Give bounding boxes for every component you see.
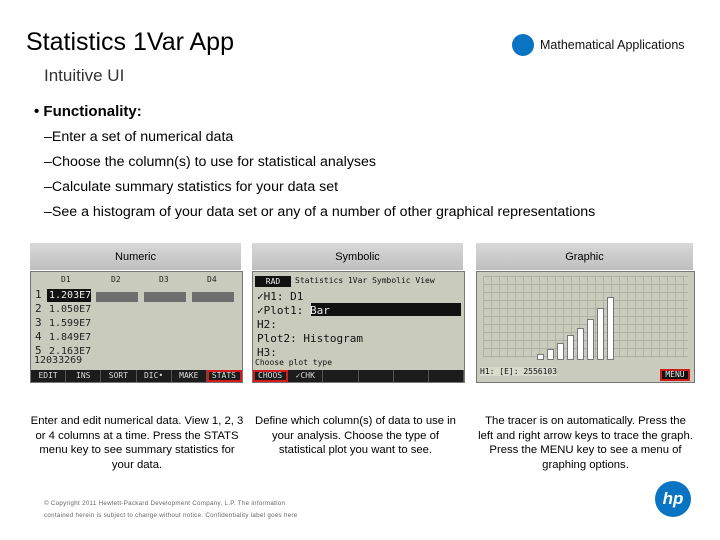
angle-mode-badge: RAD <box>255 276 291 287</box>
menu-ins-button[interactable]: INS <box>66 370 101 382</box>
row-number: 5 <box>35 344 42 357</box>
symbolic-menu-bar <box>253 370 464 382</box>
menu-empty-slot <box>359 370 394 382</box>
menu-stats-button[interactable]: STATS <box>207 370 242 382</box>
data-cell[interactable]: 1.849E7 <box>49 332 92 343</box>
numeric-caption: Enter and edit numerical data. View 1, 2, 3 or 4 columns at a time. Press the STATS menu key to see summary statistics for your data. <box>30 415 244 471</box>
brand-label: Mathematical Applications <box>540 38 685 52</box>
data-cell[interactable]: 1.599E7 <box>49 318 92 329</box>
slide-title: Statistics 1Var App <box>26 28 234 56</box>
graphic-caption: The tracer is on automatically. Press the left and right arrow keys to trace the graph. Press the MENU key to see a menu of graphing options. <box>478 415 693 471</box>
tab-symbolic[interactable]: Symbolic <box>252 243 463 270</box>
tab-numeric[interactable]: Numeric <box>30 243 241 270</box>
menu-empty-slot <box>429 370 464 382</box>
menu-choose-button[interactable]: CHOOS <box>253 370 288 382</box>
histogram-bar <box>547 349 554 360</box>
menu-edit-button[interactable]: EDIT <box>31 370 66 382</box>
view-title: Statistics 1Var Symbolic View <box>295 276 435 285</box>
histogram-bar <box>597 308 604 360</box>
menu-make-button[interactable]: MAKE <box>172 370 207 382</box>
functionality-heading: • Functionality: <box>34 103 142 120</box>
symbolic-line-value: Bar <box>303 304 330 317</box>
column-header: D4 <box>207 275 217 284</box>
functionality-item: –Calculate summary statistics for your data set <box>44 179 339 195</box>
symbolic-caption: Define which column(s) of data to use in your analysis. Choose the type of statistical plot you want to see. <box>255 415 456 456</box>
menu-button[interactable]: MENU <box>660 369 690 381</box>
symbolic-line-text <box>257 304 330 317</box>
symbolic-line[interactable]: H2: <box>257 318 277 331</box>
menu-dic-button[interactable]: DIC• <box>137 370 172 382</box>
edit-line-value: 12033269 <box>34 355 83 366</box>
help-prompt: Choose plot type <box>255 358 333 367</box>
functionality-item: –See a histogram of your data set or any of a number of other graphical representations <box>44 204 596 220</box>
histogram-bar <box>587 319 594 360</box>
data-cell[interactable]: 1.203E7 <box>49 290 92 301</box>
tab-graphic[interactable]: Graphic <box>476 243 693 270</box>
empty-column-marker <box>192 292 234 302</box>
menu-empty-slot <box>323 370 358 382</box>
data-cell[interactable]: 1.050E7 <box>49 304 92 315</box>
menu-empty-slot <box>394 370 429 382</box>
hp-logo-text: hp <box>662 489 684 508</box>
graphic-screen <box>476 271 695 383</box>
hp-logo <box>655 481 691 517</box>
column-header: D1 <box>61 275 71 284</box>
numeric-menu-bar <box>31 370 242 382</box>
row-number: 1 <box>35 288 42 301</box>
functionality-heading-text: Functionality: <box>43 103 142 120</box>
numeric-screen <box>30 271 243 383</box>
column-header: D3 <box>159 275 169 284</box>
symbolic-line[interactable]: Plot2: Histogram <box>257 332 363 345</box>
symbolic-line-selected[interactable] <box>253 304 464 317</box>
row-number: 4 <box>35 330 42 343</box>
histogram-bar <box>577 328 584 360</box>
slide-subtitle: Intuitive UI <box>44 66 125 85</box>
symbolic-line[interactable]: H3: <box>257 346 277 359</box>
histogram-bar <box>567 335 574 360</box>
histogram-bar <box>607 297 614 360</box>
brand-dot-icon <box>512 34 534 56</box>
symbolic-line[interactable]: ✓H1: D1 <box>257 290 304 303</box>
empty-column-marker <box>144 292 186 302</box>
empty-column-marker <box>96 292 138 302</box>
menu-check-button[interactable]: ✓CHK <box>288 370 323 382</box>
column-header: D2 <box>111 275 121 284</box>
histogram-bar <box>537 354 544 360</box>
functionality-item: –Choose the column(s) to use for statistical analyses <box>44 154 376 170</box>
copyright-line: contained herein is subject to change without notice. Confidentiality label goes here <box>44 512 298 519</box>
trace-readout: H1: [E]: 2556103 <box>480 367 558 376</box>
menu-sort-button[interactable]: SORT <box>101 370 136 382</box>
functionality-item: –Enter a set of numerical data <box>44 129 234 145</box>
row-number: 3 <box>35 316 42 329</box>
row-number: 2 <box>35 302 42 315</box>
symbolic-screen <box>252 271 465 383</box>
histogram-bar <box>557 343 564 360</box>
data-cell[interactable]: 2.163E7 <box>49 346 92 357</box>
plot-grid <box>483 276 688 358</box>
copyright-line: © Copyright 2011 Hewlett-Packard Development Company, L.P. The information <box>44 500 286 507</box>
symbolic-line-prefix: ✓Plot1: <box>257 304 304 317</box>
